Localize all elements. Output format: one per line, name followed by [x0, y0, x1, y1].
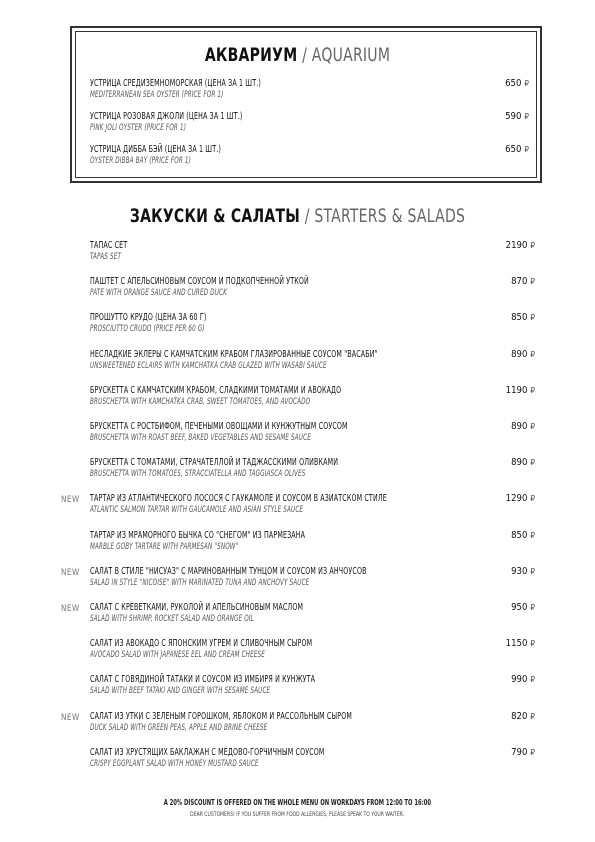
menu-item-price — [511, 349, 535, 361]
ruble-icon: ₽ — [524, 145, 529, 154]
price-value: 820 — [511, 711, 528, 722]
price-value: 850 — [511, 530, 528, 541]
menu-item-name-ru: САЛАТ В СТИЛЕ "НИСУАЗ" С МАРИНОВАННЫМ ТУНЦОМ И СОУСОМ ИЗ АНЧОУСОВ — [90, 566, 367, 577]
price-value: 1190 — [505, 385, 528, 396]
menu-item — [90, 602, 535, 625]
menu-item-name-en: PROSCIUTTO CRUDO (PRICE PER 60 G) — [90, 324, 205, 334]
menu-item-name-en: MEDITERRANEAN SEA OYSTER (PRICE FOR 1) — [90, 90, 224, 100]
price-value: 650 — [505, 144, 522, 155]
ruble-icon: ₽ — [530, 458, 535, 467]
menu-item — [90, 638, 535, 661]
menu-item — [90, 385, 535, 408]
menu-item — [90, 144, 533, 167]
menu-item — [90, 711, 535, 734]
menu-item — [90, 457, 535, 480]
price-value: 950 — [511, 602, 528, 613]
menu-item-name-ru: УСТРИЦА ДИББА БЭЙ (ЦЕНА ЗА 1 ШТ.) — [90, 144, 221, 155]
menu-item — [90, 276, 535, 299]
price-value: 1290 — [505, 493, 528, 504]
ruble-icon: ₽ — [530, 386, 535, 395]
price-value: 870 — [511, 276, 528, 287]
menu-item-price — [506, 493, 535, 505]
menu-item — [90, 349, 535, 372]
menu-item-name-ru: САЛАТ С ГОВЯДИНОЙ ТАТАКИ И СОУСОМ ИЗ ИМБИРЯ И КУНЖУТА — [90, 674, 316, 685]
aquarium-title-en: AQUARIUM — [311, 44, 391, 66]
menu-item-price — [511, 421, 535, 433]
menu-item — [90, 674, 535, 697]
menu-item-name-en: UNSWEETENED ECLAIRS WITH KAMCHATKA CRAB GLAZED WITH WASABI SAUCE — [90, 361, 327, 371]
menu-item-name-en: SALAD WITH SHRIMP, ROCKET SALAD AND ORANGE OIL — [90, 614, 254, 624]
menu-item-price — [511, 602, 535, 614]
menu-item-name-ru: БРУСКЕТТА С РОСТБИФОМ, ПЕЧЕНЫМИ ОВОЩАМИ И КУНЖУТНЫМ СОУСОМ — [90, 421, 348, 432]
ruble-icon: ₽ — [530, 313, 535, 322]
menu-item-price — [511, 276, 535, 288]
menu-item-name-en: PATE WITH ORANGE SAUCE AND CURED DUCK — [90, 288, 227, 298]
menu-item-name-en: BRUSCHETTA WITH KAMCHATKA CRAB, SWEET TOMATOES, AND AVOCADO — [90, 397, 311, 407]
menu-item — [90, 493, 535, 516]
ruble-icon: ₽ — [530, 277, 535, 286]
menu-item — [90, 78, 533, 101]
starters-title — [54, 205, 542, 227]
new-badge: NEW — [61, 604, 80, 614]
menu-item-price — [511, 674, 535, 686]
menu-item-name-en: ATLANTIC SALMON TARTAR WITH GAUCAMOLE AND ASIAN STYLE SAUCE — [90, 505, 304, 515]
menu-item-name-en: BRUSCHETTA WITH ROAST BEEF, BAKED VEGETABLES AND SESAME SAUCE — [90, 433, 311, 443]
ruble-icon: ₽ — [524, 112, 529, 121]
menu-item-name-ru: НЕСЛАДКИЕ ЭКЛЕРЫ С КАМЧАТСКИМ КРАБОМ ГЛАЗИРОВАННЫЕ СОУСОМ "ВАСАБИ" — [90, 349, 378, 360]
price-value: 890 — [511, 421, 528, 432]
ruble-icon: ₽ — [530, 712, 535, 721]
menu-item — [90, 312, 535, 335]
ruble-icon: ₽ — [530, 531, 535, 540]
footer-allergy-text: DEAR CUSTOMERS! IF YOU SUFFER FROM FOOD ALLERGIES, PLEASE SPEAK TO YOUR WAITER. — [190, 810, 405, 818]
menu-item — [90, 566, 535, 589]
starters-title-ru: ЗАКУСКИ & САЛАТЫ — [129, 205, 301, 227]
menu-item-price — [506, 385, 535, 397]
starters-title-separator: / — [300, 205, 315, 227]
ruble-icon: ₽ — [530, 422, 535, 431]
menu-item-name-en: PINK JOLI OYSTER (PRICE FOR 1) — [90, 123, 187, 133]
menu-item-name-en: DUCK SALAD WITH GREEN PEAS, APPLE AND BRINE CHEESE — [90, 723, 268, 733]
menu-item-name-ru: УСТРИЦА РОЗОВАЯ ДЖОЛИ (ЦЕНА ЗА 1 ШТ.) — [90, 111, 243, 122]
menu-item-price — [511, 747, 535, 759]
menu-item-price — [511, 711, 535, 723]
aquarium-title-ru: АКВАРИУМ — [204, 44, 298, 66]
menu-item-price — [511, 457, 535, 469]
menu-item-name-ru: САЛАТ ИЗ УТКИ С ЗЕЛЕНЫМ ГОРОШКОМ, ЯБЛОКОМ И РАССОЛЬНЫМ СЫРОМ — [90, 711, 352, 722]
starters-title-en: STARTERS & SALADS — [314, 205, 466, 227]
price-value: 650 — [505, 78, 522, 89]
menu-item-price — [506, 638, 535, 650]
menu-item-name-en: AVOCADO SALAD WITH JAPANESE EEL AND CREAM CHEESE — [90, 650, 265, 660]
menu-item-name-ru: ТАРТАР ИЗ АТЛАНТИЧЕСКОГО ЛОСОСЯ С ГАУКАМОЛЕ И СОУСОМ В АЗИАТСКОМ СТИЛЕ — [90, 493, 387, 504]
menu-item-name-en: SALAD WITH BEEF TATAKI AND GINGER WITH SESAME SAUCE — [90, 686, 271, 696]
menu-item-name-en: TAPAS SET — [90, 252, 122, 262]
menu-item — [90, 530, 535, 553]
menu-item-name-ru: БРУСКЕТТА С КАМЧАТСКИМ КРАБОМ, СЛАДКИМИ ТОМАТАМИ И АВОКАДО — [90, 385, 342, 396]
menu-item-price — [511, 530, 535, 542]
footer-discount — [0, 798, 595, 807]
menu-item-name-ru: ПАШТЕТ С АПЕЛЬСИНОВЫМ СОУСОМ И ПОДКОПЧЕННОЙ УТКОЙ — [90, 276, 309, 287]
new-badge: NEW — [61, 568, 80, 578]
menu-item-name-en: SALAD IN STYLE "NICOISE" WITH MARINATED TUNA AND ANCHOVY SAUCE — [90, 578, 310, 588]
menu-item-price — [505, 78, 529, 90]
ruble-icon: ₽ — [530, 494, 535, 503]
price-value: 890 — [511, 457, 528, 468]
menu-item-name-en: CRISPY EGGPLANT SALAD WITH HONEY MUSTARD SAUCE — [90, 759, 259, 769]
menu-item-price — [505, 144, 529, 156]
price-value: 990 — [511, 674, 528, 685]
aquarium-title — [54, 44, 542, 66]
ruble-icon: ₽ — [530, 350, 535, 359]
price-value: 1150 — [505, 638, 528, 649]
menu-item-price — [506, 240, 535, 252]
price-value: 2190 — [505, 240, 528, 251]
aquarium-title-separator: / — [297, 44, 312, 66]
ruble-icon: ₽ — [530, 748, 535, 757]
menu-item-name-ru: САЛАТ С КРЕВЕТКАМИ, РУКОЛОЙ И АПЕЛЬСИНОВЫМ МАСЛОМ — [90, 602, 304, 613]
menu-item-name-ru: БРУСКЕТТА С ТОМАТАМИ, СТРАЧАТЕЛЛОЙ И ТАДЖАССКИМИ ОЛИВКАМИ — [90, 457, 339, 468]
ruble-icon: ₽ — [530, 639, 535, 648]
new-badge: NEW — [61, 495, 80, 505]
price-value: 930 — [511, 566, 528, 577]
footer-discount-text: A 20% DISCOUNT IS OFFERED ON THE WHOLE MENU ON WORKDAYS FROM 12:00 TO 16:00 — [163, 798, 432, 807]
price-value: 590 — [505, 111, 522, 122]
menu-item-name-ru: САЛАТ ИЗ АВОКАДО С ЯПОНСКИМ УГРЕМ И СЛИВОЧНЫМ СЫРОМ — [90, 638, 313, 649]
new-badge: NEW — [61, 713, 80, 723]
menu-item-price — [511, 566, 535, 578]
ruble-icon: ₽ — [530, 603, 535, 612]
menu-item-name-ru: САЛАТ ИЗ ХРУСТЯЩИХ БАКЛАЖАН С МЕДОВО-ГОРЧИЧНЫМ СОУСОМ — [90, 747, 325, 758]
menu-item-price — [505, 111, 529, 123]
footer-allergy — [0, 810, 595, 818]
price-value: 790 — [511, 747, 528, 758]
menu-item-name-en: MARBLE GOBY TARTARE WITH PARMESAN "SNOW" — [90, 542, 239, 552]
menu-item — [90, 747, 535, 770]
menu-item-price — [511, 312, 535, 324]
menu-item-name-en: OYSTER DIBBA BAY (PRICE FOR 1) — [90, 156, 191, 166]
price-value: 890 — [511, 349, 528, 360]
ruble-icon: ₽ — [530, 241, 535, 250]
ruble-icon: ₽ — [530, 675, 535, 684]
menu-item-name-ru: ТАРТАР ИЗ МРАМОРНОГО БЫЧКА СО "СНЕГОМ" ИЗ ПАРМЕЗАНА — [90, 530, 306, 541]
menu-item — [90, 421, 535, 444]
menu-item-name-ru: ПРОШУТТО КРУДО (ЦЕНА ЗА 60 Г) — [90, 312, 207, 323]
menu-item — [90, 240, 535, 263]
price-value: 850 — [511, 312, 528, 323]
ruble-icon: ₽ — [524, 79, 529, 88]
menu-item-name-ru: УСТРИЦА СРЕДИЗЕМНОМОРСКАЯ (ЦЕНА ЗА 1 ШТ.) — [90, 78, 262, 89]
menu-item — [90, 111, 533, 134]
menu-item-name-en: BRUSCHETTA WITH TOMATOES, STRACCIATELLA AND TAGGIASCA OLIVES — [90, 469, 306, 479]
menu-item-name-ru: ТАПАС СЕТ — [90, 240, 128, 251]
ruble-icon: ₽ — [530, 567, 535, 576]
